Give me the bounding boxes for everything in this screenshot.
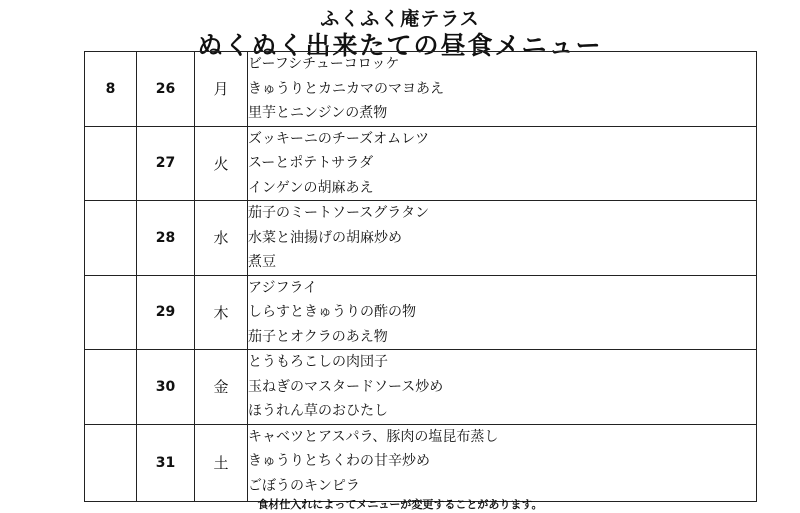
menu-row xyxy=(85,424,757,501)
menu-row xyxy=(85,201,757,276)
weekday-cell: 土 xyxy=(195,424,248,501)
day-cell: 28 xyxy=(137,201,195,276)
dish-item: 茄子とオクラのあえ物 xyxy=(248,328,388,345)
month-cell xyxy=(85,126,137,201)
day-cell: 31 xyxy=(137,424,195,501)
menu-row xyxy=(85,275,757,350)
menu-row xyxy=(85,52,757,127)
dish-item: ビーフシチューコロッケ xyxy=(248,56,400,72)
dish-item: アジフライ xyxy=(248,279,318,296)
weekday-cell: 金 xyxy=(195,350,248,425)
dishes-cell xyxy=(248,126,757,201)
month-cell xyxy=(85,424,137,501)
dish-item: 茄子のミートソースグラタン xyxy=(248,205,430,221)
dishes-cell xyxy=(248,52,757,127)
restaurant-name: ふくふく庵テラス xyxy=(320,8,480,30)
dish-item: 煮豆 xyxy=(248,254,276,270)
dish-item: 玉ねぎのマスタードソース炒め xyxy=(248,378,444,395)
menu-row xyxy=(85,126,757,201)
dishes-cell xyxy=(248,275,757,350)
menu-title: ぬくぬく出来たての昼食メニュー xyxy=(197,31,603,60)
dishes-cell xyxy=(248,424,757,501)
weekday-cell: 水 xyxy=(195,201,248,276)
month-cell xyxy=(85,275,137,350)
weekday-cell: 木 xyxy=(195,275,248,350)
month-cell xyxy=(85,350,137,425)
lunch-menu-table xyxy=(84,51,757,502)
day-cell: 29 xyxy=(137,275,195,350)
menu-change-note: 食材仕入れによってメニューが変更することがあります。 xyxy=(257,498,543,511)
dish-item: ほうれん草のおひたし xyxy=(248,403,388,419)
dish-item: ズッキーニのチーズオムレツ xyxy=(248,130,430,147)
dish-item: ごぼうのキンピラ xyxy=(248,477,360,494)
dish-item: インゲンの胡麻あえ xyxy=(248,179,374,196)
dish-item: きゅうりとちくわの甘辛炒め xyxy=(248,453,430,469)
dish-item: きゅうりとカニカマのマヨあえ xyxy=(248,80,444,97)
dish-item: 里芋とニンジンの煮物 xyxy=(248,105,388,121)
dish-item: キャベツとアスパラ、豚肉の塩昆布蒸し xyxy=(248,428,499,445)
dishes-cell xyxy=(248,201,757,276)
dish-item: 水菜と油揚げの胡麻炒め xyxy=(248,229,402,246)
dishes-cell xyxy=(248,350,757,425)
dish-item: とうもろこしの肉団子 xyxy=(248,354,388,370)
weekday-cell: 火 xyxy=(195,126,248,201)
month-cell xyxy=(85,201,137,276)
dish-item: スーとポテトサラダ xyxy=(248,155,374,171)
weekday-cell: 月 xyxy=(195,52,248,127)
month-cell: 8 xyxy=(85,52,137,127)
dish-item: しらすときゅうりの酢の物 xyxy=(248,304,416,320)
menu-row xyxy=(85,350,757,425)
day-cell: 27 xyxy=(137,126,195,201)
day-cell: 30 xyxy=(137,350,195,425)
day-cell: 26 xyxy=(137,52,195,127)
